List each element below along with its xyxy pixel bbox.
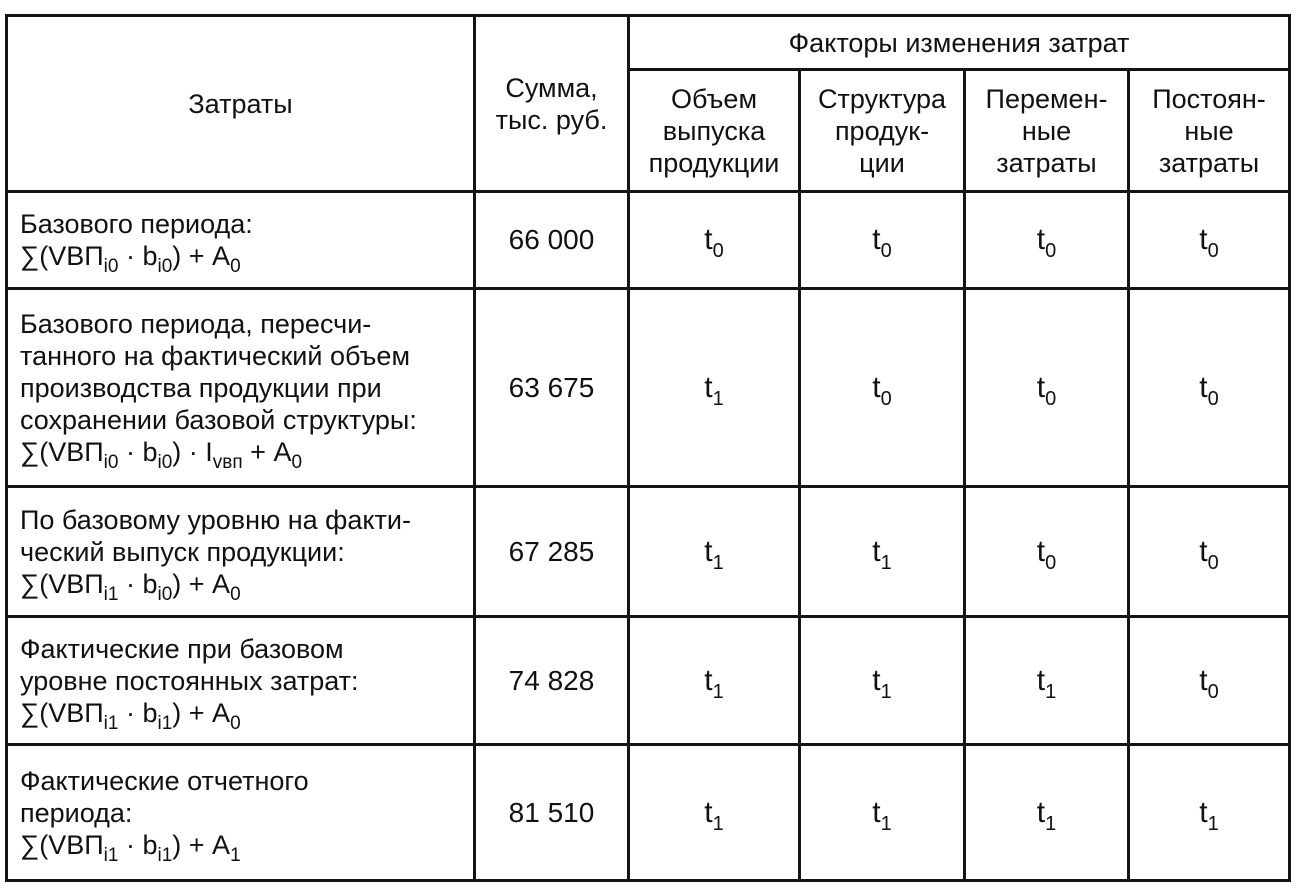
cost-factor-table [5,14,1291,882]
factor-cell: $t_1$ [800,617,965,745]
table-row [7,192,1290,289]
table-row [7,617,1290,745]
row-formula: $\sum(VBП_{i0} \cdot b_{i0}) \cdot I_{vвп} + A_0$ [20,436,303,473]
factor-cell: $t_1$ [629,289,800,487]
factor-cell: $t_1$ [1129,745,1290,881]
table-row [7,745,1290,881]
factor-cell: $t_1$ [800,487,965,617]
factor-cell: $t_0$ [965,289,1129,487]
header-sum: Сумма, тыс. руб. [475,16,629,192]
factor-cell: $t_1$ [965,617,1129,745]
header-factors-group: Факторы изменения затрат [629,16,1290,70]
factor-cell: $t_0$ [629,192,800,289]
row-label: По базовому уровню на факти- ческий выпуск продукции: $\sum(VBП_{i1} \cdot b_{i0}) + A_0$ [7,487,475,617]
factor-cell: $t_1$ [800,745,965,881]
header-factor-fixed-costs: Постоян- ные затраты [1129,70,1290,192]
factor-cell: $t_0$ [1129,289,1290,487]
factor-cell: $t_1$ [629,617,800,745]
header-factor-volume: Объем выпуска продукции [629,70,800,192]
header-factor-variable-costs: Перемен- ные затраты [965,70,1129,192]
row-amount: 67 285 [475,487,629,617]
header-factor-structure: Структура продук- ции [800,70,965,192]
row-label: Базового периода: $\sum(VBП_{i0} \cdot b_{i0}) + A_0$ [7,192,475,289]
row-amount: 63 675 [475,289,629,487]
row-label: Фактические отчетного периода: $\sum(VBП_{i1} \cdot b_{i1}) + A_1$ [7,745,475,881]
row-formula: $\sum(VBП_{i1} \cdot b_{i0}) + A_0$ [20,568,241,605]
row-amount: 81 510 [475,745,629,881]
row-formula: $\sum(VBП_{i1} \cdot b_{i1}) + A_0$ [20,697,241,734]
factor-cell: $t_0$ [800,289,965,487]
factor-cell: $t_1$ [629,487,800,617]
row-amount: 74 828 [475,617,629,745]
factor-cell: $t_0$ [965,192,1129,289]
row-amount: 66 000 [475,192,629,289]
row-formula: $\sum(VBП_{i1} \cdot b_{i1}) + A_1$ [20,829,241,866]
row-label: Базового периода, пересчи- танного на фактический объем производства продукции при сохранении базовой структуры: $\sum(VBП_{i0} \cdot b_{i0}) \cdot I_{vвп} + A_0$ [7,289,475,487]
row-formula: $\sum(VBП_{i0} \cdot b_{i0}) + A_0$ [20,241,241,277]
header-costs: Затраты [7,16,475,192]
factor-cell: $t_0$ [1129,617,1290,745]
factor-cell: $t_0$ [1129,192,1290,289]
table-row [7,289,1290,487]
factor-cell: $t_0$ [1129,487,1290,617]
table-row [7,487,1290,617]
row-label: Фактические при базовом уровне постоянных затрат: $\sum(VBП_{i1} \cdot b_{i1}) + A_0$ [7,617,475,745]
factor-cell: $t_0$ [800,192,965,289]
factor-cell: $t_0$ [965,487,1129,617]
factor-cell: $t_1$ [965,745,1129,881]
factor-cell: $t_1$ [629,745,800,881]
